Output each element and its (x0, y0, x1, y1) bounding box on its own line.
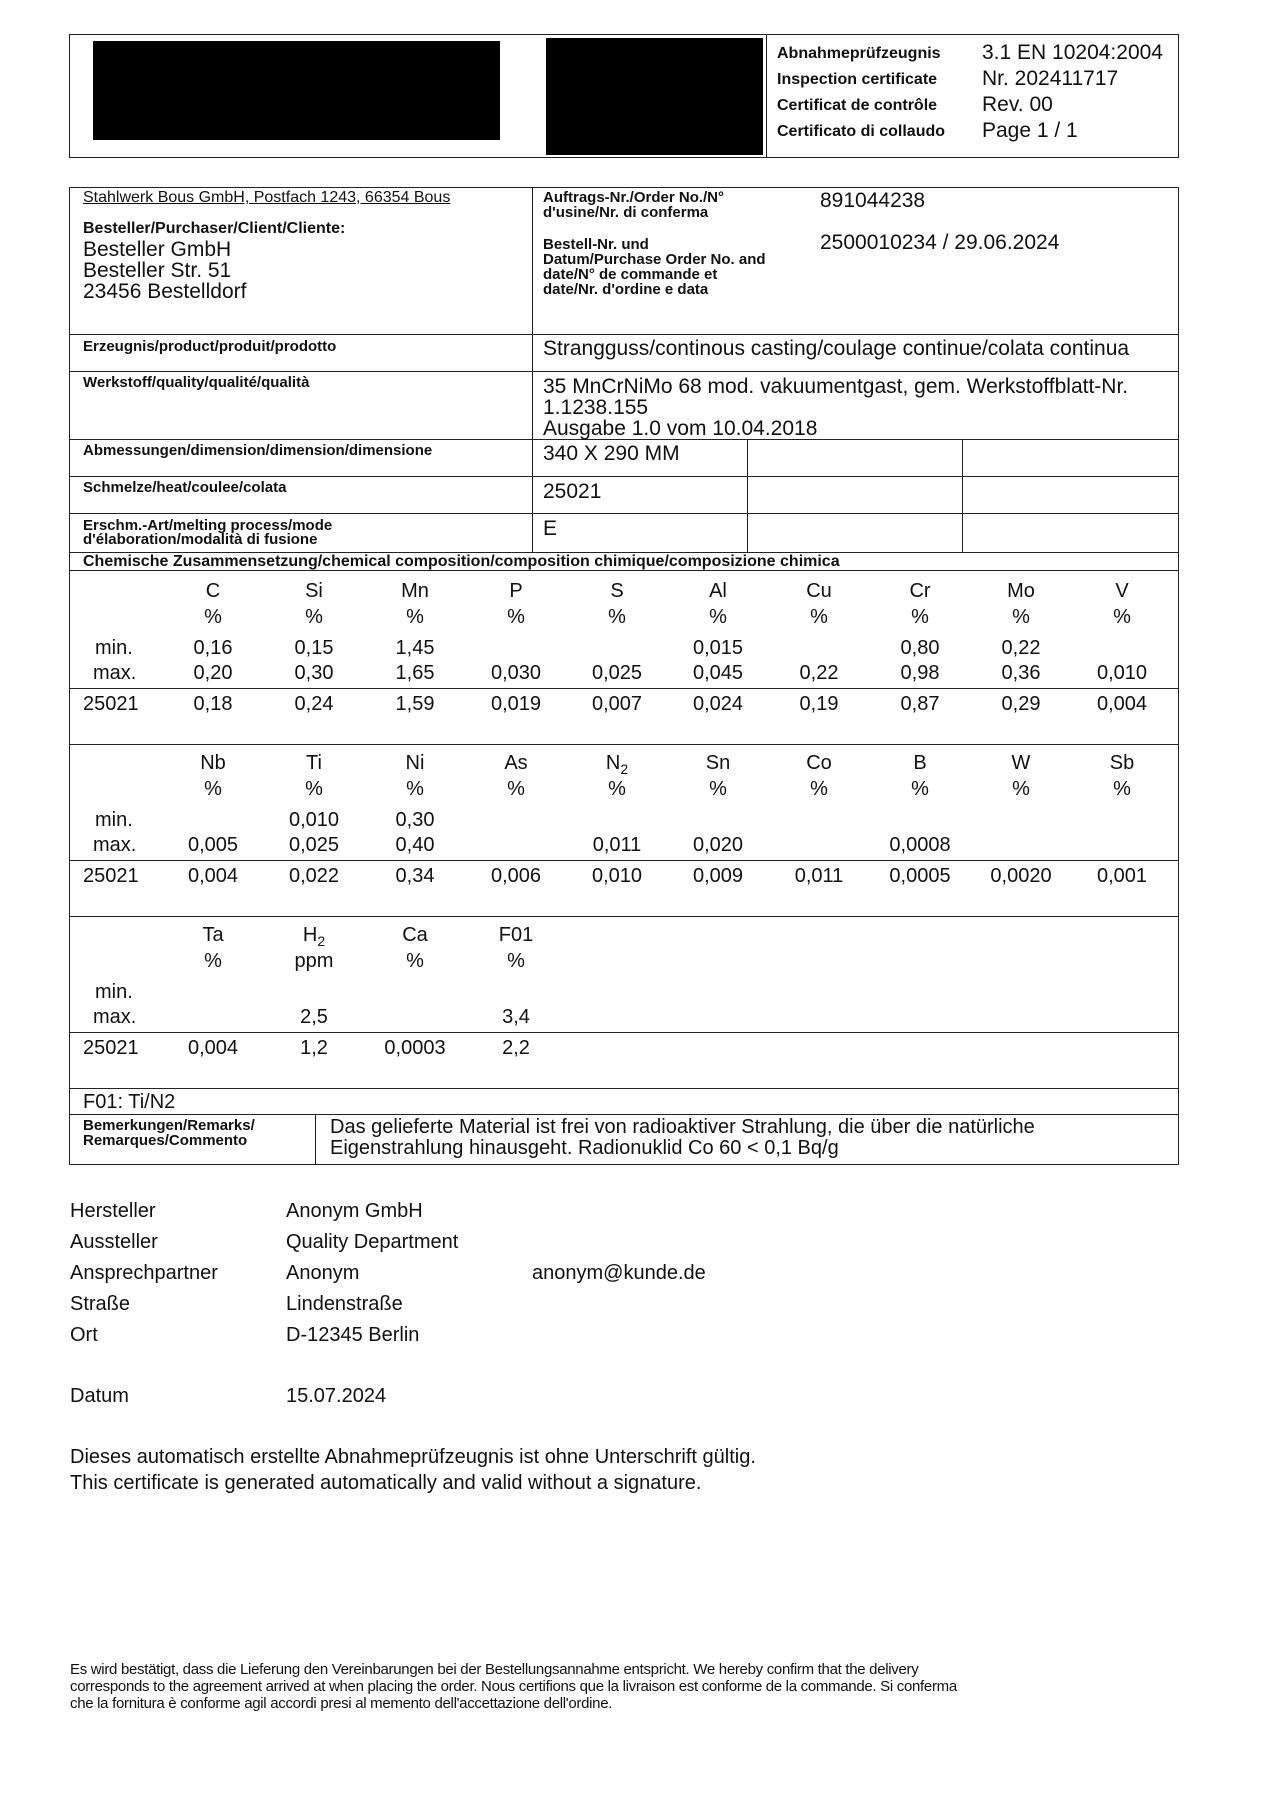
order-label-line1: Auftrags-Nr./Order No./N° (543, 189, 725, 206)
chem1-actual-value: 0,87 (900, 693, 940, 715)
certificate-revision: Rev. 00 (982, 93, 1053, 116)
remarks-label-line2: Remarques/Commento (83, 1132, 248, 1149)
quality-value-line2: 1.1238.155 (543, 396, 649, 419)
certificate-number: Nr. 202411717 (982, 67, 1119, 90)
chem1-actual-value: 0,024 (692, 693, 744, 715)
chem3-el-ca: Ca (402, 924, 428, 946)
dimension-divider-2 (962, 439, 963, 552)
street-value: Lindenstraße (286, 1293, 403, 1315)
chem1-el-v: V (1115, 580, 1129, 602)
chem2-actual-value: 0,001 (1096, 865, 1148, 887)
chem1-max-value: 0,025 (591, 662, 643, 684)
manufacturer-value: Anonym GmbH (286, 1200, 423, 1222)
chem2-min-value: 0,010 (288, 809, 340, 831)
chem2-max-value: 0,011 (592, 834, 642, 856)
chem2-el-nb: Nb (200, 752, 226, 774)
redacted-logo-left (93, 41, 500, 140)
chem1-max-value: 0,22 (799, 662, 839, 684)
chem1-max-value: 1,65 (395, 662, 435, 684)
city-label: Ort (70, 1324, 98, 1346)
chem1-actual-line (69, 688, 1179, 689)
chem1-min-label: min. (95, 637, 133, 659)
redacted-logo-right (546, 38, 763, 155)
chem1-min-value: 0,22 (1001, 637, 1041, 659)
chem2-actual-line (69, 860, 1179, 861)
chem1-unit: % (709, 606, 727, 628)
chem2-max-value: 0,40 (395, 834, 435, 856)
city-value: D-12345 Berlin (286, 1324, 420, 1346)
chem2-actual-value: 0,006 (490, 865, 542, 887)
chem1-max-value: 0,20 (193, 662, 233, 684)
chem1-actual-value: 0,24 (294, 693, 334, 715)
chem1-el-cr: Cr (909, 580, 931, 602)
chem3-el-h: H (302, 924, 318, 946)
chem2-el-as: As (504, 752, 528, 774)
chem1-max-value: 0,010 (1096, 662, 1148, 684)
chem1-max-value: 0,98 (900, 662, 940, 684)
contact-email: anonym@kunde.de (532, 1262, 706, 1284)
chem2-max-value: 0,020 (692, 834, 744, 856)
melting-label-line1: Erschm.-Art/melting process/mode (83, 517, 333, 534)
chem2-unit: % (810, 778, 828, 800)
quality-label: Werkstoff/quality/qualité/qualità (83, 374, 310, 391)
chem-title: Chemische Zusammensetzung/chemical composition/composition chimique/composizione chimica (83, 553, 840, 570)
certificate-standard: 3.1 EN 10204:2004 (982, 41, 1163, 64)
melting-label-line2: d'élaboration/modalità di fusione (83, 531, 318, 548)
chem2-actual-value: 0,011 (794, 865, 844, 887)
chem1-min-value: 1,45 (395, 637, 435, 659)
chem2-min-label: min. (95, 809, 133, 831)
chem2-unit: % (305, 778, 323, 800)
chem2-unit: % (911, 778, 929, 800)
chem1-el-mn: Mn (401, 580, 429, 602)
chem3-min-label: min. (95, 981, 133, 1003)
chem3-actual-line (69, 1032, 1179, 1033)
quality-value-line3: Ausgabe 1.0 vom 10.04.2018 (543, 417, 818, 440)
footnote-bottom-line (69, 1114, 1179, 1115)
form-line-1 (69, 334, 1179, 335)
chem1-actual-value: 0,004 (1096, 693, 1148, 715)
chem1-actual-value: 0,18 (193, 693, 233, 715)
chem1-min-value: 0,15 (294, 637, 334, 659)
header-label-certificate-en: Inspection certificate (777, 71, 938, 88)
chem1-unit: % (305, 606, 323, 628)
chem3-max-label: max. (93, 1006, 137, 1028)
validity-line-de: Dieses automatisch erstellte Abnahmeprüfzeugnis ist ohne Unterschrift gültig. (70, 1446, 756, 1468)
purchaser-label: Besteller/Purchaser/Client/Cliente: (83, 220, 346, 237)
chem1-unit: % (608, 606, 626, 628)
purchase-order-value: 2500010234 / 29.06.2024 (820, 231, 1060, 254)
chem2-unit: % (608, 778, 626, 800)
order-label-line2: d'usine/Nr. di conferma (543, 204, 709, 221)
chem3-bottom-line (69, 1088, 1179, 1089)
chem3-actual-value: 2,2 (502, 1037, 530, 1059)
heat-label: Schmelze/heat/coulee/colata (83, 479, 287, 496)
chem2-el-ni: Ni (405, 752, 425, 774)
chem3-h2-subscript: 2 (317, 933, 326, 949)
chem2-el-ti: Ti (306, 752, 322, 774)
chem2-unit: % (1113, 778, 1131, 800)
chem3-el-ta: Ta (202, 924, 224, 946)
chem2-actual-value: 0,009 (692, 865, 744, 887)
chem3-unit: % (507, 950, 525, 972)
chem2-bottom-line (69, 916, 1179, 917)
street-label: Straße (70, 1293, 131, 1315)
chem1-el-si: Si (305, 580, 323, 602)
chem2-actual-value: 0,0020 (990, 865, 1052, 887)
remarks-text-line1: Das gelieferte Material ist frei von radioaktiver Strahlung, die über die natürliche (330, 1116, 1035, 1138)
chem3-max-value: 3,4 (502, 1006, 530, 1028)
chem1-max-value: 0,36 (1001, 662, 1041, 684)
chem3-max-value: 2,5 (300, 1006, 328, 1028)
chem2-el-co: Co (806, 752, 832, 774)
header-label-certificate-fr: Certificat de contrôle (777, 97, 938, 114)
confirmation-line3: che la fornitura è conforme agil accordi presi al memento dell'accettazione dell'ordine. (70, 1695, 613, 1712)
chem1-min-value: 0,16 (193, 637, 233, 659)
purchase-order-label-3: date/N° de commande et (543, 266, 718, 283)
chem1-el-cu: Cu (806, 580, 832, 602)
chem2-el-sb: Sb (1109, 752, 1135, 774)
chem2-unit: % (406, 778, 424, 800)
chem3-unit: ppm (294, 950, 334, 972)
chem1-actual-value: 0,019 (490, 693, 542, 715)
chem3-actual-value: 0,004 (187, 1037, 239, 1059)
chem2-max-label: max. (93, 834, 137, 856)
chem1-heat-label: 25021 (83, 693, 139, 715)
chem3-el-f01: F01 (498, 924, 534, 946)
chem2-max-value: 0,025 (288, 834, 340, 856)
form-line-7 (69, 570, 1179, 571)
chem1-unit: % (1012, 606, 1030, 628)
chem2-actual-value: 0,0005 (889, 865, 951, 887)
chem2-min-value: 0,30 (395, 809, 435, 831)
chem2-el-w: W (1011, 752, 1031, 774)
certificate-page: Page 1 / 1 (982, 119, 1078, 142)
chem2-el-sn: Sn (705, 752, 731, 774)
chem2-unit: % (1012, 778, 1030, 800)
chem3-unit: % (204, 950, 222, 972)
chem2-heat-label: 25021 (83, 865, 139, 887)
header-divider (766, 34, 767, 158)
form-line-2 (69, 371, 1179, 372)
chem1-bottom-line (69, 744, 1179, 745)
chem1-unit: % (507, 606, 525, 628)
date-label: Datum (70, 1385, 129, 1407)
chem1-max-value: 0,030 (490, 662, 542, 684)
sender-line: Stahlwerk Bous GmbH, Postfach 1243, 66354 Bous (83, 189, 451, 206)
header-label-certificate-it: Certificato di collaudo (777, 123, 946, 140)
chem1-actual-value: 0,007 (591, 693, 643, 715)
chem1-unit: % (204, 606, 222, 628)
chem1-el-al: Al (709, 580, 727, 602)
dimension-divider-1 (747, 439, 748, 552)
form-column-divider (532, 187, 533, 552)
remarks-divider (315, 1114, 316, 1165)
chem2-el-n: N (605, 752, 621, 774)
purchase-order-label-4: date/Nr. d'ordine e data (543, 281, 709, 298)
chem1-min-value: 0,80 (900, 637, 940, 659)
manufacturer-label: Hersteller (70, 1200, 156, 1222)
purchaser-city: 23456 Bestelldorf (83, 280, 247, 303)
issuer-value: Quality Department (286, 1231, 459, 1253)
confirmation-line2: corresponds to the agreement arrived at when placing the order. Nous certifions que la livraison est conforme de la commande. Si conferma (70, 1678, 957, 1695)
chem3-heat-label: 25021 (83, 1037, 139, 1059)
chem1-max-value: 0,045 (692, 662, 744, 684)
date-value: 15.07.2024 (286, 1385, 387, 1407)
chem2-actual-value: 0,004 (187, 865, 239, 887)
chem2-el-b: B (913, 752, 927, 774)
chem1-max-label: max. (93, 662, 137, 684)
product-value: Strangguss/continous casting/coulage continue/colata continua (543, 337, 1130, 360)
chem3-actual-value: 1,2 (300, 1037, 328, 1059)
form-line-4 (69, 476, 1179, 477)
purchase-order-label-2: Datum/Purchase Order No. and (543, 251, 766, 268)
chem2-unit: % (709, 778, 727, 800)
chem1-actual-value: 1,59 (395, 693, 435, 715)
remarks-text-line2: Eigenstrahlung hinausgeht. Radionuklid Co 60 < 0,1 Bq/g (330, 1137, 839, 1159)
chem1-unit: % (406, 606, 424, 628)
chem3-unit: % (406, 950, 424, 972)
purchaser-street: Besteller Str. 51 (83, 259, 232, 282)
form-line-5 (69, 513, 1179, 514)
dimension-value: 340 X 290 MM (543, 442, 680, 465)
contact-value: Anonym (286, 1262, 360, 1284)
chem2-unit: % (204, 778, 222, 800)
chem2-n2-subscript: 2 (620, 761, 629, 777)
product-label: Erzeugnis/product/produit/prodotto (83, 338, 337, 355)
confirmation-line1: Es wird bestätigt, dass die Lieferung den Vereinbarungen bei der Bestellungsannahme entspricht. We hereby confirm that the delivery (70, 1661, 919, 1678)
chem1-min-value: 0,015 (692, 637, 744, 659)
chem1-el-p: P (509, 580, 523, 602)
issuer-label: Aussteller (70, 1231, 158, 1253)
quality-value-line1: 35 MnCrNiMo 68 mod. vakuumentgast, gem. Werkstoffblatt-Nr. (543, 375, 1129, 398)
contact-label: Ansprechpartner (70, 1262, 218, 1284)
chem1-max-value: 0,30 (294, 662, 334, 684)
chem2-actual-value: 0,022 (288, 865, 340, 887)
chem2-max-value: 0,005 (187, 834, 239, 856)
purchase-order-label-1: Bestell-Nr. und (543, 236, 649, 253)
chem1-unit: % (911, 606, 929, 628)
chem1-actual-value: 0,29 (1001, 693, 1041, 715)
chem2-max-value: 0,0008 (889, 834, 951, 856)
chem3-actual-value: 0,0003 (384, 1037, 446, 1059)
heat-value: 25021 (543, 480, 602, 503)
footnote-f01: F01: Ti/N2 (83, 1091, 176, 1113)
dimension-label: Abmessungen/dimension/dimension/dimensione (83, 442, 433, 459)
purchaser-name: Besteller GmbH (83, 238, 232, 261)
order-number: 891044238 (820, 189, 926, 212)
chem1-actual-value: 0,19 (799, 693, 839, 715)
validity-line-en: This certificate is generated automatically and valid without a signature. (70, 1472, 702, 1494)
header-label-certificate-de: Abnahmeprüfzeugnis (777, 45, 941, 62)
melting-value: E (543, 517, 558, 540)
chem1-unit: % (810, 606, 828, 628)
chem2-unit: % (507, 778, 525, 800)
chem1-el-c: C (205, 580, 221, 602)
chem1-el-s: S (610, 580, 624, 602)
chem1-el-mo: Mo (1007, 580, 1035, 602)
chem2-actual-value: 0,010 (591, 865, 643, 887)
chem2-actual-value: 0,34 (395, 865, 435, 887)
chem1-unit: % (1113, 606, 1131, 628)
remarks-label-line1: Bemerkungen/Remarks/ (83, 1117, 255, 1134)
